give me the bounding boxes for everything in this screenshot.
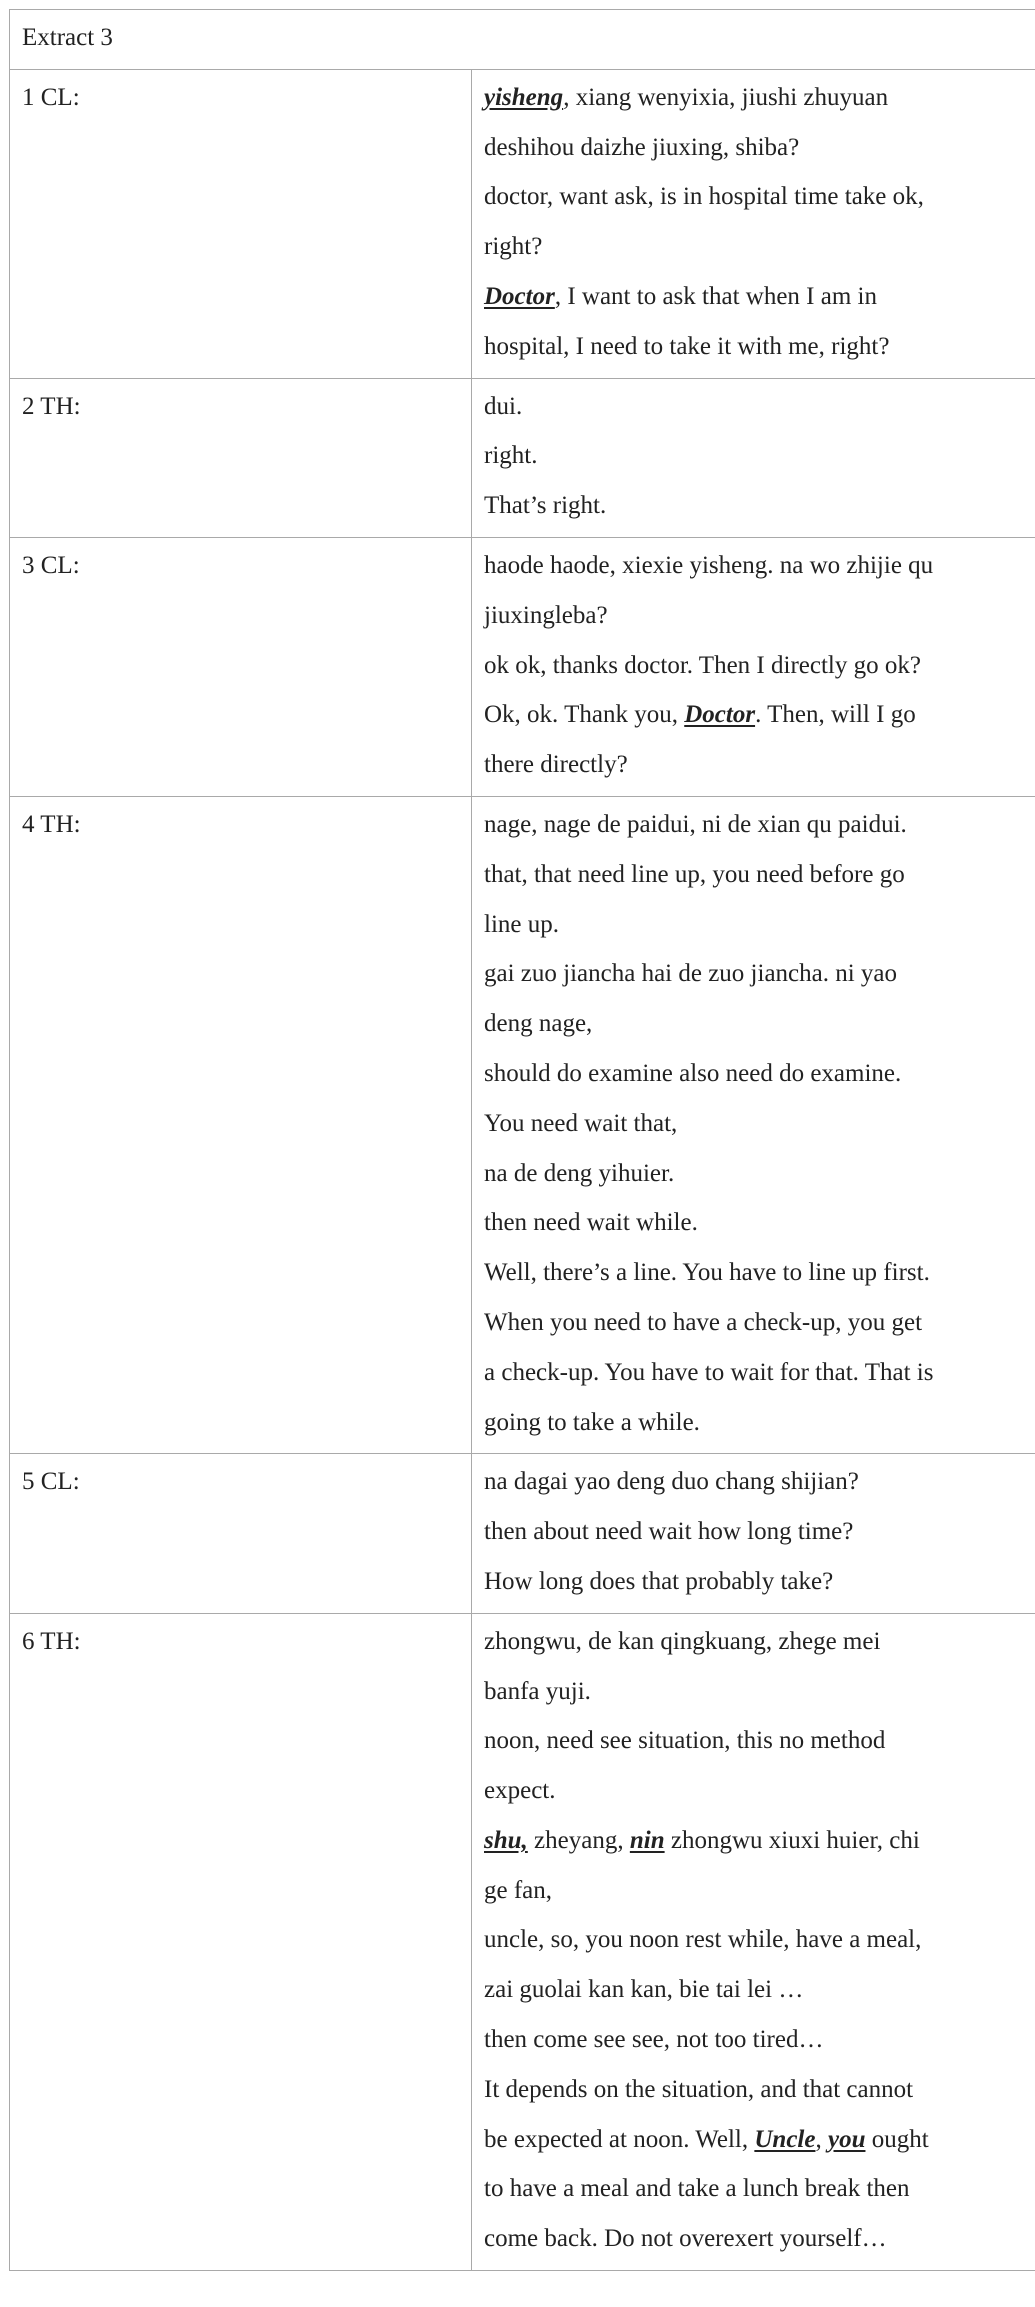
table-row <box>10 537 1035 796</box>
utterance-text <box>472 69 1035 378</box>
text-line <box>484 2164 1023 2214</box>
text-segment: That’s right. <box>484 492 607 520</box>
text-line <box>484 641 1023 691</box>
text-line <box>484 322 1023 372</box>
text-segment: come back. Do not overexert yourself… <box>484 2225 887 2253</box>
text-line <box>484 949 1023 999</box>
text-line <box>484 1457 1023 1507</box>
text-line <box>484 999 1023 1049</box>
text-line <box>484 1149 1023 1199</box>
text-line <box>484 172 1023 222</box>
text-segment: nage, nage de paidui, ni de xian qu paidui. <box>484 810 907 838</box>
text-line <box>484 800 1023 850</box>
text-segment: hospital, I need to take it with me, right? <box>484 332 890 360</box>
extract-table <box>9 9 1035 2271</box>
text-segment: , I want to ask that when I am in <box>554 282 877 310</box>
text-segment: haode haode, xiexie yisheng. na wo zhijie qu <box>484 551 934 579</box>
text-segment: uncle, so, you noon rest while, have a meal, <box>484 1926 922 1954</box>
emphasized-term: nin <box>629 1826 665 1854</box>
text-segment: gai zuo jiancha hai de zuo jiancha. ni yao <box>484 960 898 988</box>
text-segment: should do examine also need do examine. <box>484 1059 902 1087</box>
extract-table-body <box>10 10 1035 2271</box>
text-line <box>484 1766 1023 1816</box>
table-title: Extract 3 <box>10 10 1035 70</box>
emphasized-term: yisheng <box>484 83 564 111</box>
text-segment: When you need to have a check-up, you get <box>484 1308 923 1336</box>
speaker-label: 5 CL: <box>10 1454 472 1613</box>
utterance-text <box>472 378 1035 537</box>
text-segment: zheyang, <box>527 1826 630 1854</box>
text-segment: jiuxingleba? <box>484 601 608 629</box>
text-segment: zhongwu, de kan qingkuang, zhege mei <box>484 1627 881 1655</box>
text-segment: zai guolai kan kan, bie tai lei … <box>484 1976 804 2004</box>
text-line <box>484 1617 1023 1667</box>
speaker-label: 6 TH: <box>10 1613 472 2270</box>
text-segment: banfa yuji. <box>484 1677 591 1705</box>
text-line <box>484 1716 1023 1766</box>
speaker-label: 1 CL: <box>10 69 472 378</box>
text-line <box>484 1298 1023 1348</box>
text-line <box>484 2065 1023 2115</box>
text-segment: deshihou daizhe jiuxing, shiba? <box>484 133 800 161</box>
table-row <box>10 69 1035 378</box>
text-line <box>484 541 1023 591</box>
text-segment: be expected at noon. Well, <box>484 2125 755 2153</box>
emphasized-term: you <box>827 2125 866 2153</box>
text-line <box>484 431 1023 481</box>
text-line <box>484 1866 1023 1916</box>
text-line <box>484 690 1023 740</box>
text-segment: expect. <box>484 1777 556 1805</box>
text-line <box>484 1816 1023 1866</box>
text-segment: How long does that probably take? <box>484 1567 834 1595</box>
text-segment: a check-up. You have to wait for that. That is <box>484 1358 934 1386</box>
text-segment: right? <box>484 233 543 261</box>
speaker-label: 4 TH: <box>10 796 472 1453</box>
text-segment: going to take a while. <box>484 1408 700 1436</box>
text-line <box>484 591 1023 641</box>
text-line <box>484 740 1023 790</box>
text-line <box>484 1049 1023 1099</box>
table-row <box>10 1613 1035 2270</box>
text-line <box>484 2115 1023 2165</box>
table-row <box>10 378 1035 537</box>
text-segment: , xiang wenyixia, jiushi zhuyuan <box>563 83 889 111</box>
text-segment: right. <box>484 442 538 470</box>
text-segment: noon, need see situation, this no method <box>484 1727 886 1755</box>
text-line <box>484 1198 1023 1248</box>
text-line <box>484 382 1023 432</box>
text-segment: to have a meal and take a lunch break then <box>484 2175 910 2203</box>
text-segment: na dagai yao deng duo chang shijian? <box>484 1468 859 1496</box>
text-line <box>484 2214 1023 2264</box>
text-segment: ge fan, <box>484 1876 553 1904</box>
text-line <box>484 1398 1023 1448</box>
text-line <box>484 1965 1023 2015</box>
text-segment: , <box>815 2125 828 2153</box>
text-segment: there directly? <box>484 751 628 779</box>
text-line <box>484 123 1023 173</box>
text-line <box>484 1507 1023 1557</box>
text-line <box>484 73 1023 123</box>
text-segment: zhongwu xiuxi huier, chi <box>664 1826 920 1854</box>
text-segment: deng nage, <box>484 1010 593 1038</box>
text-segment: then need wait while. <box>484 1209 698 1237</box>
utterance-text <box>472 537 1035 796</box>
text-line <box>484 272 1023 322</box>
text-line <box>484 1248 1023 1298</box>
text-segment: then come see see, not too tired… <box>484 2026 824 2054</box>
speaker-label: 2 TH: <box>10 378 472 537</box>
speaker-label: 3 CL: <box>10 537 472 796</box>
text-line <box>484 1557 1023 1607</box>
text-segment: Ok, ok. Thank you, <box>484 701 685 729</box>
text-segment: ok ok, thanks doctor. Then I directly go ok? <box>484 651 921 679</box>
text-segment: . Then, will I go <box>755 701 916 729</box>
text-line <box>484 1099 1023 1149</box>
emphasized-term: Uncle <box>754 2125 816 2153</box>
utterance-text <box>472 796 1035 1453</box>
text-segment: that, that need line up, you need before go <box>484 860 905 888</box>
text-segment: Well, there’s a line. You have to line up first. <box>484 1259 930 1287</box>
text-line <box>484 1667 1023 1717</box>
text-segment: line up. <box>484 910 559 938</box>
text-segment: then about need wait how long time? <box>484 1518 854 1546</box>
text-segment: You need wait that, <box>484 1109 678 1137</box>
text-line <box>484 481 1023 531</box>
text-line <box>484 900 1023 950</box>
text-segment: na de deng yihuier. <box>484 1159 675 1187</box>
text-segment: ought <box>865 2125 929 2153</box>
text-segment: doctor, want ask, is in hospital time take ok, <box>484 183 924 211</box>
emphasized-term: Doctor <box>684 701 756 729</box>
text-line <box>484 850 1023 900</box>
emphasized-term: Doctor <box>484 282 555 310</box>
utterance-text <box>472 1454 1035 1613</box>
text-segment: dui. <box>484 392 523 420</box>
table-row <box>10 796 1035 1453</box>
text-segment: It depends on the situation, and that cannot <box>484 2075 914 2103</box>
table-row <box>10 1454 1035 1613</box>
text-line <box>484 222 1023 272</box>
emphasized-term: shu, <box>484 1826 528 1854</box>
utterance-text <box>472 1613 1035 2270</box>
text-line <box>484 2015 1023 2065</box>
text-line <box>484 1348 1023 1398</box>
table-title-row <box>10 10 1035 70</box>
text-line <box>484 1915 1023 1965</box>
